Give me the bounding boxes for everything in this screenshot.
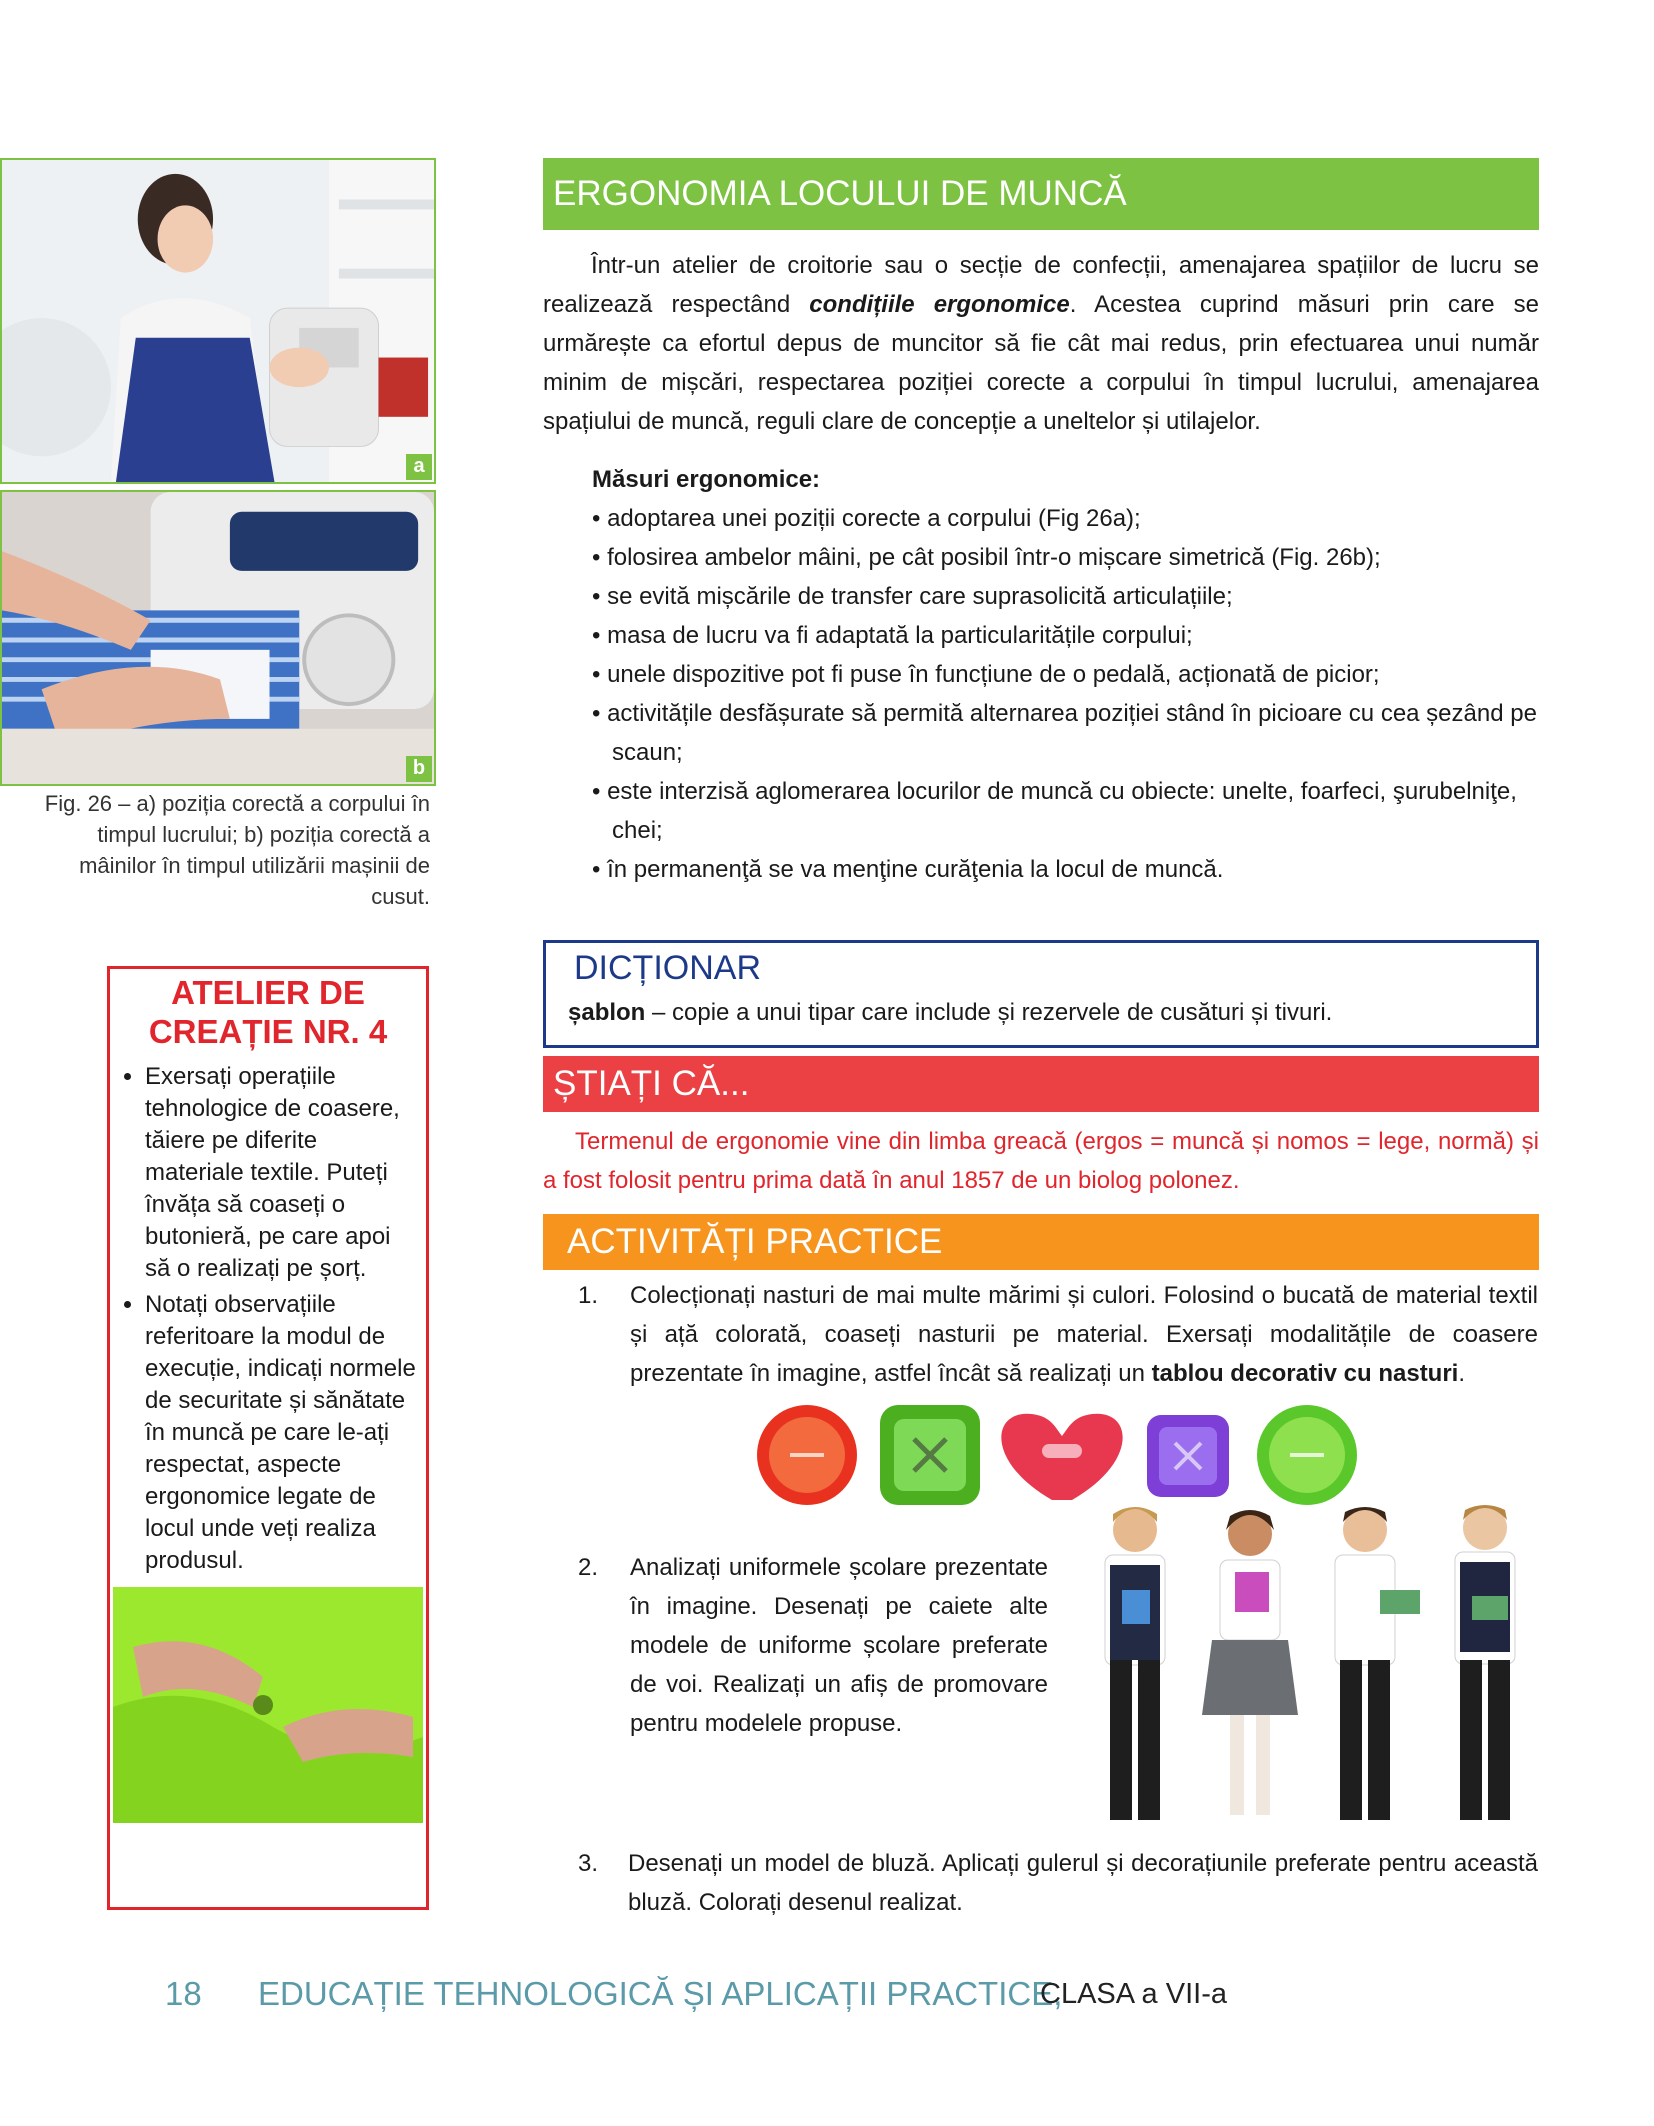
measure-item: • folosirea ambelor mâini, pe cât posibil într-o mișcare simetrică (Fig. 26b); xyxy=(592,544,1381,571)
dictionar-entry xyxy=(568,997,1332,1029)
section-header-activitati: ACTIVITĂȚI PRACTICE xyxy=(543,1214,1539,1270)
task1-text-end: . xyxy=(1458,1360,1466,1387)
measure-item: • activitățile desfășurate să permită alternarea poziției stând în picioare cu cea șezând pe scaun; xyxy=(592,700,1537,766)
measures-list xyxy=(592,460,1542,889)
dictionar-title: DICȚIONAR xyxy=(574,949,761,987)
dictionar-definition: – copie a unui tipar care include și rezervele de cusături și tivuri. xyxy=(645,999,1333,1026)
section-header-stiati: ȘTIAȚI CĂ... xyxy=(543,1056,1539,1112)
ergonomia-text-start: Într-un atelier de croitorie sau o secție de confecții, amenajarea spațiilor de lucru se realizează respectând xyxy=(543,252,1539,318)
task-text xyxy=(630,1276,1538,1393)
atelier-list xyxy=(110,1061,426,1577)
purple-button-icon xyxy=(1147,1415,1229,1497)
atelier-title-line1: ATELIER DE xyxy=(171,974,365,1011)
student-3 xyxy=(1335,1507,1420,1820)
measures-title: Măsuri ergonomice: xyxy=(592,466,821,493)
atelier-item: • Notați observațiile referitoare la modul de execuție, indicați normele de securitate și sănătate în muncă pe care le-ați respectat, aspecte ergonomice legate de locul unde veți realiza produsul. xyxy=(145,1289,416,1577)
red-button-icon xyxy=(757,1405,857,1505)
photo-sewing-button xyxy=(113,1587,423,1823)
figure-tag-b: b xyxy=(406,756,432,782)
student-4 xyxy=(1455,1505,1515,1820)
heart-button-icon xyxy=(1001,1414,1122,1500)
task-number: 3. xyxy=(578,1850,599,1877)
student-2 xyxy=(1202,1510,1298,1815)
task-3 xyxy=(578,1844,1540,1924)
stiati-text: Termenul de ergonomie vine din limba greacă (ergos = muncă și nomos = lege, normă) și a fost folosit pentru prima dată în anul 1857 de un biolog polonez. xyxy=(543,1128,1539,1194)
measure-item: • este interzisă aglomerarea locurilor de muncă cu obiecte: unelte, foarfeci, şurubelniţe, chei; xyxy=(592,778,1517,844)
atelier-item: • Exersați operațiile tehnologice de coasere, tăiere pe diferite materiale textile. Puteți învăța să coaseți o butonieră, pe care apoi să o realizați pe șorț. xyxy=(145,1061,416,1285)
task-number: 2. xyxy=(578,1554,599,1581)
page-number: 18 xyxy=(165,1975,202,2012)
ergonomia-text-end: . Acestea cuprind măsuri prin care se urmărește ca efortul depus de muncitor să fie cât mai redus, prin efectuarea unui număr minim de mișcări, respectarea poziției corecte a corpului în timpul lucrului, amenajarea spațiului de muncă, reguli clare de concepție a uneltelor și utilajelor. xyxy=(543,291,1539,435)
photo-sewing-posture xyxy=(0,158,436,484)
ergonomia-text-bold: condițiile ergonomice xyxy=(809,291,1070,318)
atelier-title-line2: CREAȚIE NR. 4 xyxy=(148,1013,388,1050)
atelier-box xyxy=(107,966,429,1910)
task-text: Analizați uniformele școlare prezentate în imagine. Desenați pe caiete alte modele de uniforme școlare preferate de voi. Realizați un afiș de promovare pentru modelele propuse. xyxy=(630,1554,1048,1737)
footer-grade: CLASA a VII-a xyxy=(1040,1978,1227,2010)
students-uniforms-image xyxy=(1080,1500,1550,1832)
measure-item: • în permanenţă se va menţine curăţenia la locul de muncă. xyxy=(592,856,1224,883)
footer-subject: EDUCAȚIE TEHNOLOGICĂ ȘI APLICAȚII PRACTICE, xyxy=(258,1975,1063,2012)
green-square-button-icon xyxy=(880,1405,980,1505)
measure-item: • adoptarea unei poziții corecte a corpului (Fig 26a); xyxy=(592,505,1141,532)
dictionar-box xyxy=(543,940,1539,1048)
measure-item: • unele dispozitive pot fi puse în funcțiune de o pedală, acționată de picior; xyxy=(592,661,1380,688)
student-1 xyxy=(1105,1507,1165,1820)
task-text: Desenați un model de bluză. Aplicați gulerul și decorațiunile preferate pentru această bluză. Colorați desenul realizat. xyxy=(628,1850,1538,1916)
photo-hands-sewing xyxy=(0,490,436,786)
measure-item: • masa de lucru va fi adaptată la particularitățile corpului; xyxy=(592,622,1193,649)
ergonomia-paragraph xyxy=(543,246,1539,441)
measure-item: • se evită mișcările de transfer care suprasolicită articulațiile; xyxy=(592,583,1233,610)
figure-tag-a: a xyxy=(406,454,432,480)
dictionar-term: șablon xyxy=(568,999,646,1026)
section-header-ergonomia: ERGONOMIA LOCULUI DE MUNCĂ xyxy=(543,158,1539,230)
task1-text-start: Colecționați nasturi de mai multe mărimi și culori. Folosind o bucată de material textil și ață colorată, coaseți nasturii pe material. Exersați modalitățile de coasere prezentate în imagine, astfel încât să realizați un xyxy=(630,1282,1538,1387)
task1-text-bold: tablou decorativ cu nasturi xyxy=(1151,1360,1459,1387)
buttons-illustration xyxy=(752,1400,1372,1510)
task-1 xyxy=(578,1276,1540,1396)
atelier-title xyxy=(110,973,426,1051)
task-number: 1. xyxy=(578,1282,599,1309)
lime-button-icon xyxy=(1257,1405,1357,1505)
figure-caption: Fig. 26 – a) poziția corectă a corpului în timpul lucrului; b) poziția corectă a mâinilor în timpul utilizării mașinii de cusut. xyxy=(44,791,430,909)
task-2 xyxy=(578,1548,1048,1748)
